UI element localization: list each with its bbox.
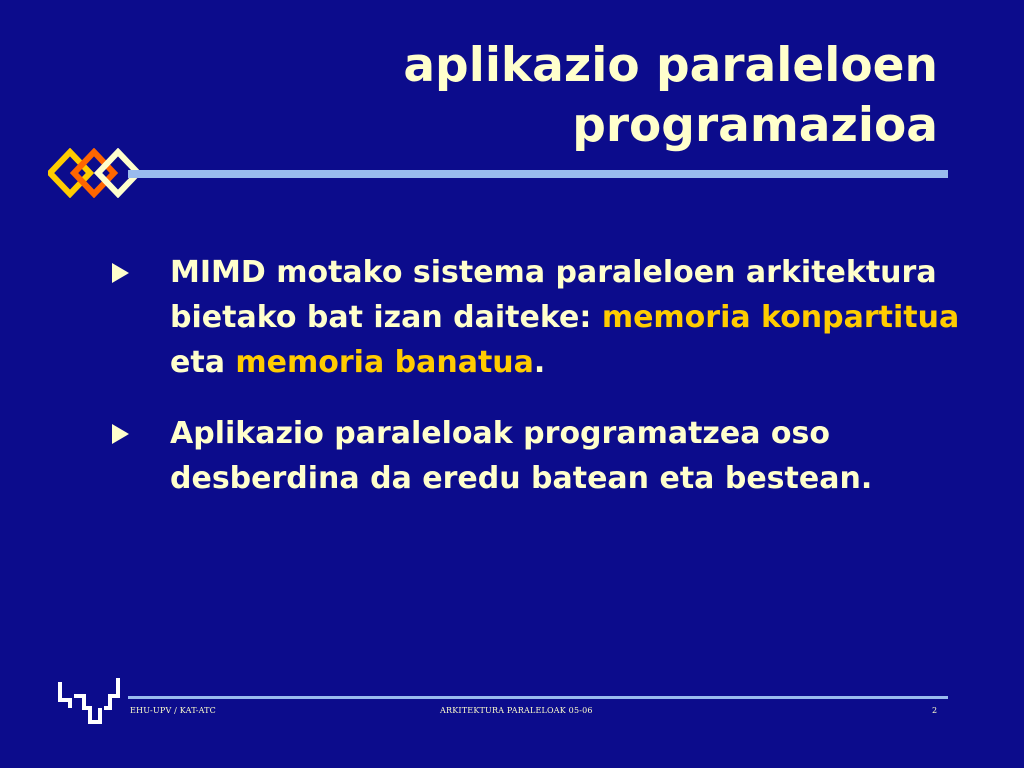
highlighted-term: memoria banatua — [235, 345, 534, 380]
bullet-run: Aplikazio paraleloak programatzea oso desberdina da eredu batean eta bestean. — [170, 416, 873, 496]
bullet-run: eta — [170, 345, 236, 380]
slide-title-line-1: aplikazio paraleloen — [403, 38, 938, 93]
university-logo-icon — [56, 674, 122, 726]
triangle-bullet-icon — [112, 263, 129, 283]
triangle-bullet-icon — [112, 424, 129, 444]
slide-title — [238, 36, 938, 156]
footer-course: ARKITEKTURA PARALELOAK 05-06 — [440, 706, 593, 715]
bullet-run: . — [533, 345, 546, 380]
slide-number: 2 — [932, 706, 938, 715]
bullet-item — [112, 250, 972, 385]
slide-title-line-2: programazioa — [572, 98, 938, 153]
footer-divider — [128, 696, 948, 699]
bullet-run: MIMD motako sistema paraleloen arkitektura bietako bat izan daiteke: — [170, 255, 937, 335]
bullet-text — [170, 416, 872, 496]
title-divider — [128, 170, 948, 178]
footer-organization: EHU-UPV / KAT-ATC — [130, 706, 217, 715]
bullet-text — [170, 255, 959, 380]
highlighted-term: memoria konpartitua — [601, 300, 960, 335]
bullet-item — [112, 411, 972, 501]
bullet-list — [112, 250, 972, 527]
